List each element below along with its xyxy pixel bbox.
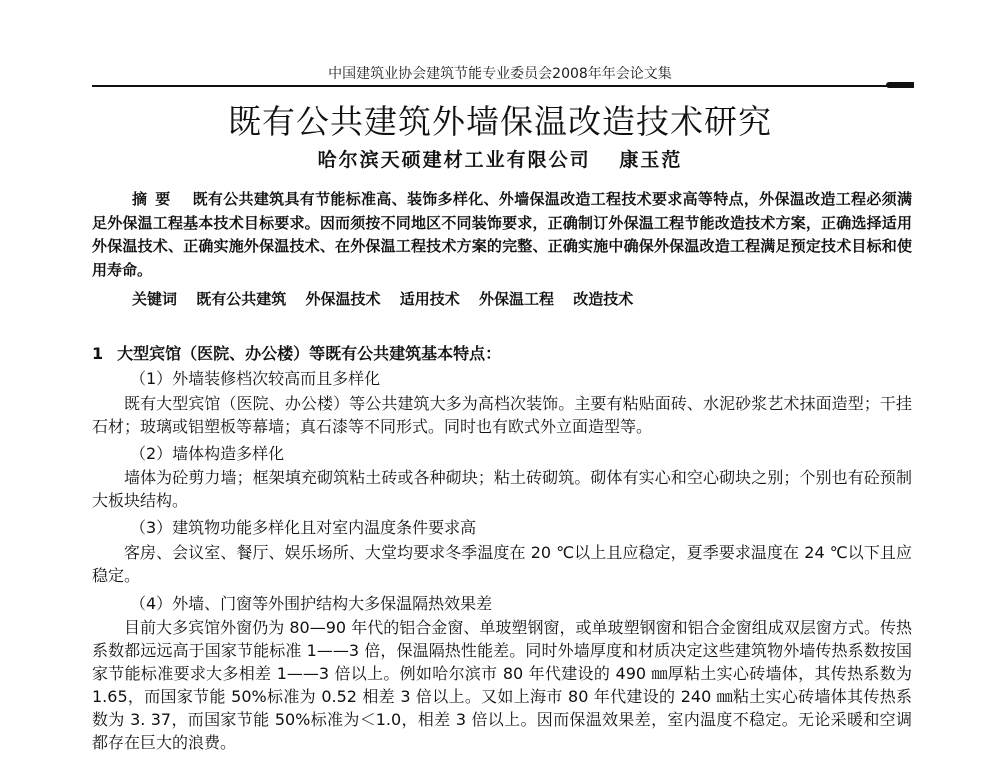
author-organization: 哈尔滨天硕建材工业有限公司 bbox=[317, 149, 591, 171]
paragraph-4: 目前大多宾馆外窗仍为 80—90 年代的铝合金窗、单玻塑钢窗，或单玻塑钢窗和铝合金窗组成双层窗方式。传热系数都远远高于国家节能标准 1——3 倍，保温隔热性能差。同时外墙厚度和材质决定这些建筑物外墙传热系数按国家节能标准要求大多相差 1——3 倍以上。例如哈尔滨市 80 年代建设的 490 ㎜厚粘土实心砖墙体，其传热系数为 1.65，而国家节能 50%标准为 0.52 相差 3 倍以上。又如上海市 80 年代建设的 240 ㎜粘土实心砖墙体其传热系数为 3. 37，而国家节能 50%标准为＜1.0，相差 3 倍以上。因而保温效果差，室内温度不稳定。无论采暖和空调都存在巨大的浪费。 bbox=[92, 618, 912, 752]
header-rule-accent bbox=[886, 82, 914, 88]
subsection-title-3: （3）建筑物功能多样化且对室内温度条件要求高 bbox=[130, 518, 477, 537]
keyword: 外保温工程 bbox=[479, 290, 555, 308]
author-name: 康玉范 bbox=[619, 149, 683, 171]
subsection-title-1: （1）外墙装修档次较高而且多样化 bbox=[130, 369, 381, 388]
keyword: 改造技术 bbox=[573, 290, 634, 308]
subsection-title-4: （4）外墙、门窗等外围护结构大多保温隔热效果差 bbox=[130, 594, 493, 613]
abstract-label: 摘要 bbox=[132, 190, 179, 208]
section-number: 1 bbox=[92, 344, 104, 363]
paragraph-3: 客房、会议室、餐厅、娱乐场所、大堂均要求冬季温度在 20 ℃以上且应稳定，夏季要求温度在 24 ℃以下且应稳定。 bbox=[92, 543, 912, 585]
author-line bbox=[0, 145, 1000, 172]
abstract-text: 既有公共建筑具有节能标准高、装饰多样化、外墙保温改造工程技术要求高等特点，外保温改造工程必须满足外保温工程基本技术目标要求。因而须按不同地区不同装饰要求，正确制订外保温工程节能改造技术方案，正确选择适用外保温技术、正确实施外保温技术、在外保温工程技术方案的完整、正确实施中确保外保温改造工程满足预定技术目标和使用寿命。 bbox=[92, 190, 912, 279]
section-heading bbox=[92, 341, 501, 364]
keywords bbox=[132, 288, 912, 311]
abstract bbox=[92, 188, 912, 282]
paragraph-1: 既有大型宾馆（医院、办公楼）等公共建筑大多为高档次装饰。主要有粘贴面砖、水泥砂浆艺术抹面造型；干挂石材；玻璃或铝塑板等幕墙；真石漆等不同形式。同时也有欧式外立面造型等。 bbox=[92, 394, 912, 436]
proceedings-header: 中国建筑业协会建筑节能专业委员会2008年年会论文集 bbox=[328, 66, 672, 82]
subsection-title-2: （2）墙体构造多样化 bbox=[130, 444, 285, 463]
keyword: 外保温技术 bbox=[305, 290, 381, 308]
paper-title: 既有公共建筑外墙保温改造技术研究 bbox=[228, 102, 772, 141]
keywords-label: 关键词 bbox=[132, 290, 178, 308]
header-rule bbox=[92, 85, 910, 87]
section-title: 大型宾馆（医院、办公楼）等既有公共建筑基本特点： bbox=[117, 344, 502, 363]
paragraph-2: 墙体为砼剪力墙；框架填充砌筑粘土砖或各种砌块；粘土砖砌筑。砌体有实心和空心砌块之别；个别也有砼预制大板块结构。 bbox=[92, 468, 912, 510]
keyword: 既有公共建筑 bbox=[196, 290, 287, 308]
keyword: 适用技术 bbox=[399, 290, 460, 308]
